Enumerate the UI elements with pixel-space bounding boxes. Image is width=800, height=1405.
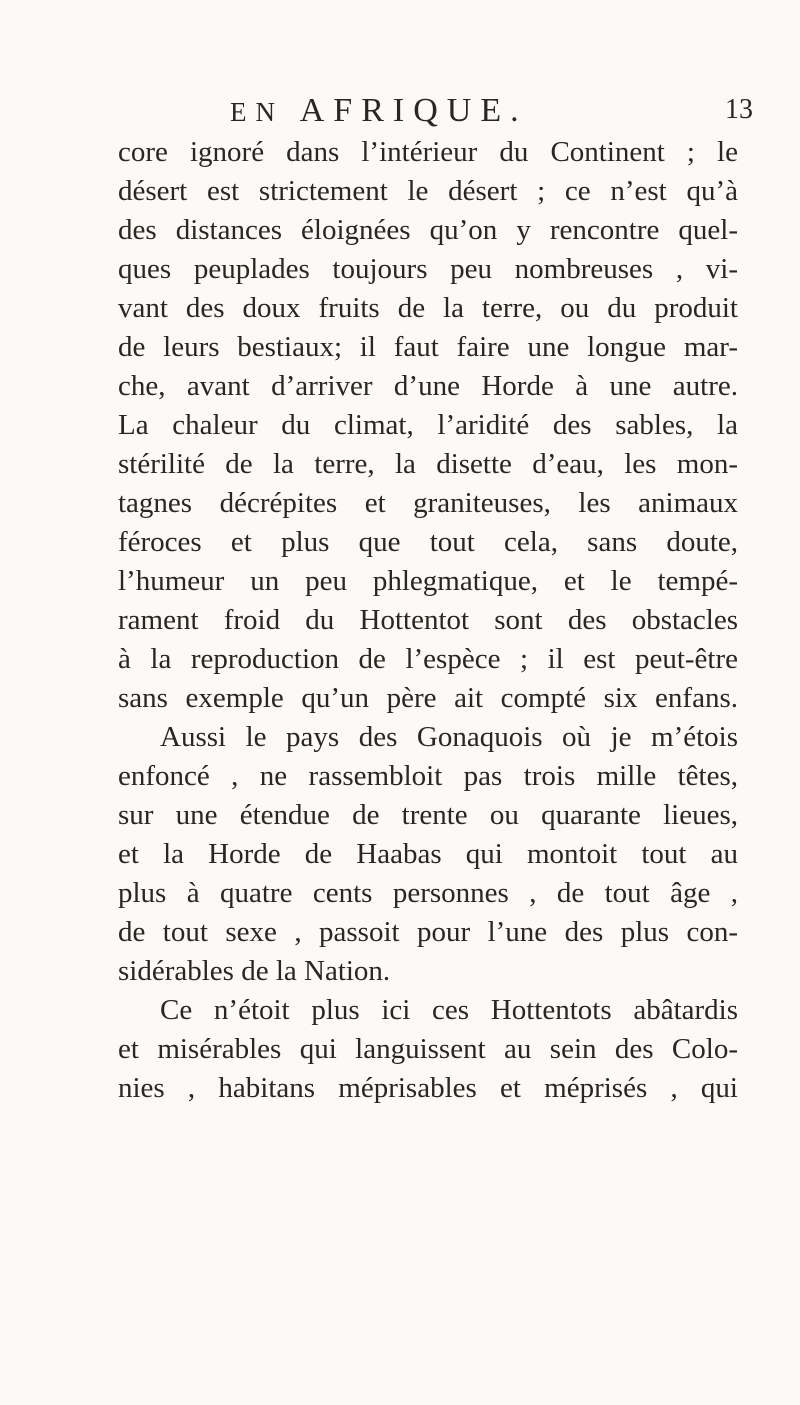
text-line: enfoncé , ne rassembloit pas trois mille têtes, <box>118 760 738 792</box>
text-line: vant des doux fruits de la terre, ou du produit <box>118 292 738 324</box>
text-line: de tout sexe , passoit pour l’une des plus con- <box>118 916 738 948</box>
text-line: rament froid du Hottentot sont des obstacles <box>118 604 738 636</box>
running-head-word: AFRIQUE. <box>299 92 528 129</box>
text-line: des distances éloignées qu’on y rencontre quel- <box>118 214 738 246</box>
text-line: nies , habitans méprisables et méprisés , qui <box>118 1072 738 1104</box>
text-line: et misérables qui languissent au sein des Colo- <box>118 1033 738 1065</box>
text-line: féroces et plus que tout cela, sans doute, <box>118 526 738 558</box>
text-line: de leurs bestiaux; il faut faire une longue mar- <box>118 331 738 363</box>
page-header <box>0 92 800 132</box>
text-line: sans exemple qu’un père ait compté six enfans. <box>118 682 738 714</box>
text-line: l’humeur un peu phlegmatique, et le tempé- <box>118 565 738 597</box>
text-line: à la reproduction de l’espèce ; il est peut-être <box>118 643 738 675</box>
text-line: désert est strictement le désert ; ce n’est qu’à <box>118 175 738 207</box>
text-line: plus à quatre cents personnes , de tout âge , <box>118 877 738 909</box>
page-number: 13 <box>725 94 753 125</box>
text-line-paragraph-start: Aussi le pays des Gonaquois où je m’étois <box>160 721 738 753</box>
text-line-paragraph-end: sidérables de la Nation. <box>118 955 391 987</box>
text-line-paragraph-start: Ce n’étoit plus ici ces Hottentots abâtardis <box>160 994 738 1026</box>
text-line: La chaleur du climat, l’aridité des sables, la <box>118 409 738 441</box>
running-head <box>230 92 528 130</box>
text-line: che, avant d’arriver d’une Horde à une autre. <box>118 370 738 402</box>
text-line: et la Horde de Haabas qui montoit tout au <box>118 838 738 870</box>
text-line: sur une étendue de trente ou quarante lieues, <box>118 799 738 831</box>
text-line: stérilité de la terre, la disette d’eau, les mon- <box>118 448 738 480</box>
text-line: tagnes décrépites et graniteuses, les animaux <box>118 487 738 519</box>
text-line: core ignoré dans l’intérieur du Continent ; le <box>118 136 738 168</box>
text-line: ques peuplades toujours peu nombreuses , vi- <box>118 253 738 285</box>
running-head-prefix: EN <box>230 97 284 127</box>
body-text <box>118 133 738 1108</box>
